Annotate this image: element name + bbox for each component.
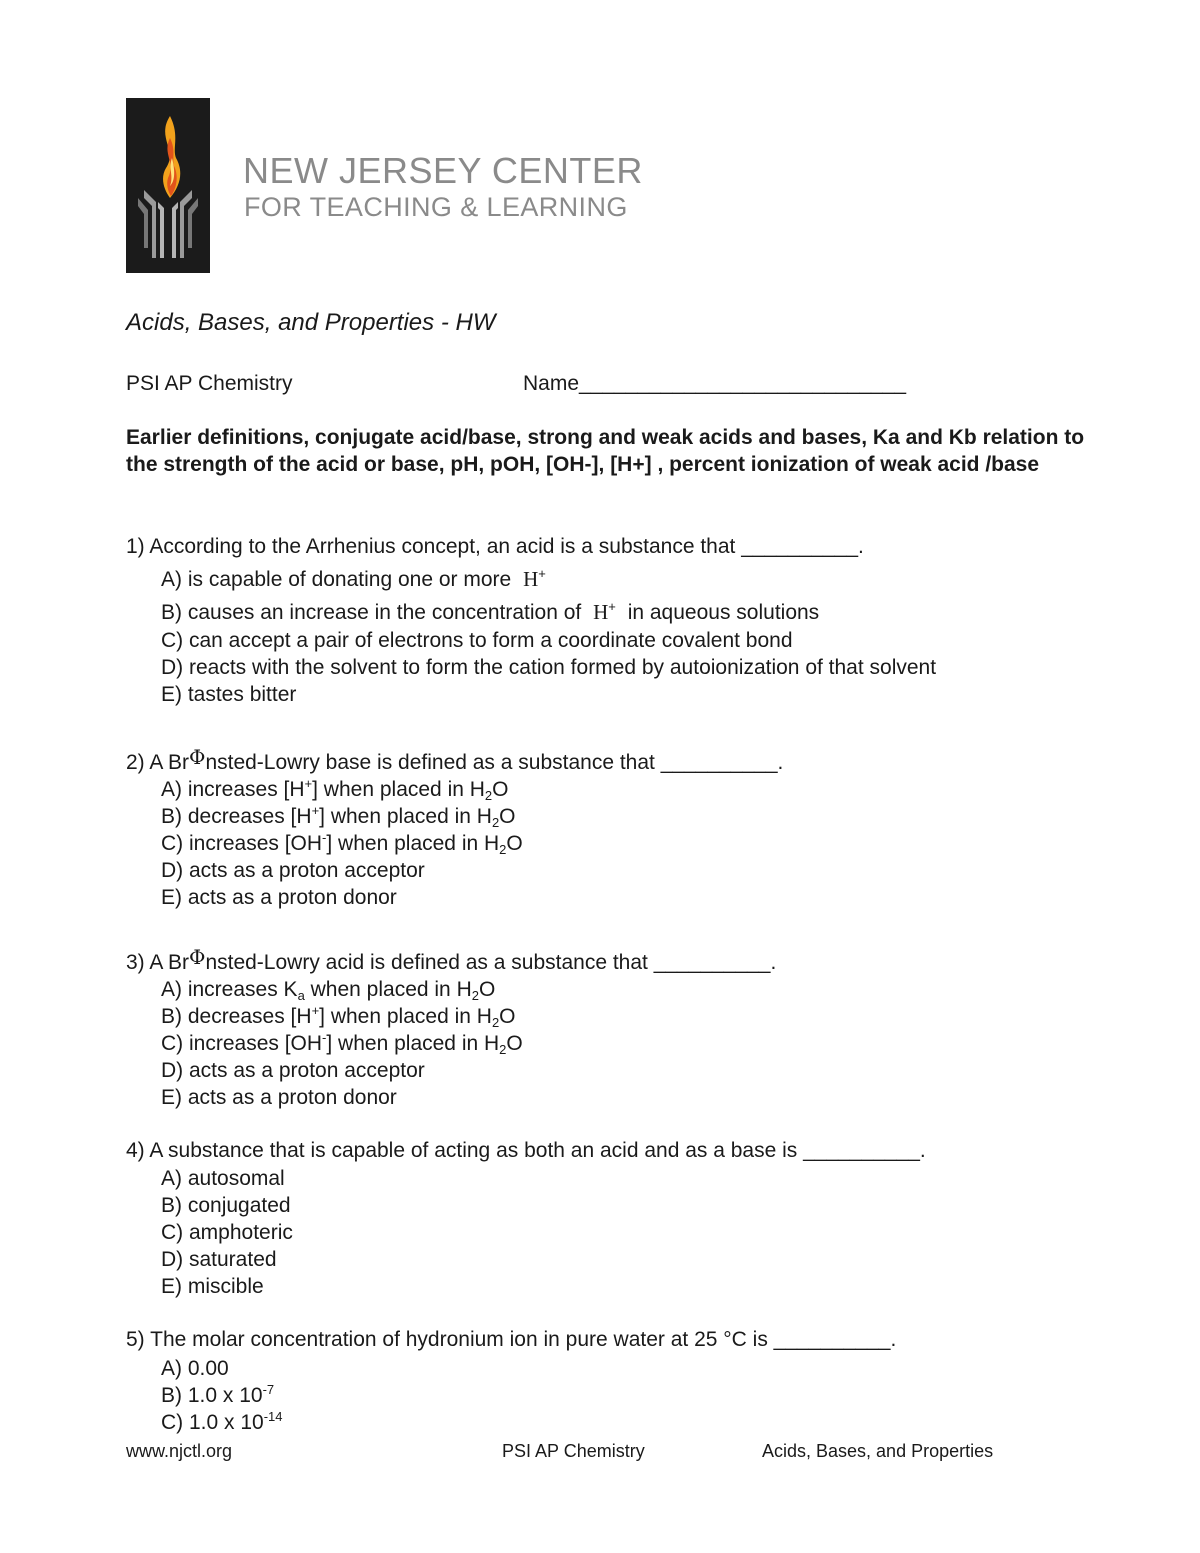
footer-title: Acids, Bases, and Properties <box>762 1441 994 1461</box>
question-5-choices <box>161 1355 283 1436</box>
question-1-choices <box>161 566 936 708</box>
org-name-line1: NEW JERSEY CENTER <box>243 150 643 191</box>
choice-text: in aqueous solutions <box>627 601 820 624</box>
footer-website: www.njctl.org <box>126 1441 233 1461</box>
choice-4e: E) miscible <box>161 1275 264 1298</box>
choice-text: ] when placed in H <box>319 1005 492 1028</box>
choice-text: B) 1.0 x 10 <box>161 1384 263 1407</box>
name-field: Name____________________________ <box>523 372 907 395</box>
course-name: PSI AP Chemistry <box>126 372 293 395</box>
h-symbol: H <box>593 600 609 624</box>
choice-2b <box>161 803 523 830</box>
choice-2e: E) acts as a proton donor <box>161 886 397 909</box>
document-title: Acids, Bases, and Properties - HW <box>126 309 496 336</box>
subscript: 2 <box>491 1015 500 1030</box>
phi-symbol: Φ <box>189 945 206 969</box>
choice-text: C) increases [OH <box>161 832 323 855</box>
subscript: 2 <box>499 842 507 857</box>
choice-text: O <box>499 1005 516 1028</box>
choice-2c <box>161 830 523 857</box>
choice-2a <box>161 776 523 803</box>
question-2-stem <box>126 745 784 775</box>
superscript: + <box>304 776 313 791</box>
choice-4c: C) amphoteric <box>161 1221 293 1244</box>
choice-4a: A) autosomal <box>161 1167 285 1190</box>
stem-text: 2) A Br <box>126 751 190 774</box>
question-5-stem: 5) The molar concentration of hydronium ion in pure water at 25 °C is __________. <box>126 1328 897 1351</box>
question-4-stem: 4) A substance that is capable of acting as both an acid and as a base is __________. <box>126 1139 926 1162</box>
choice-1c: C) can accept a pair of electrons to form a coordinate covalent bond <box>161 629 793 652</box>
superscript: -14 <box>263 1409 283 1424</box>
question-3-choices <box>161 976 523 1111</box>
question-4-choices <box>161 1165 293 1300</box>
choice-text: B) decreases [H <box>161 805 312 828</box>
choice-text: C) 1.0 x 10 <box>161 1411 264 1434</box>
choice-text: ] when placed in H <box>326 832 500 855</box>
choice-3c <box>161 1030 523 1057</box>
subscript: a <box>297 988 305 1003</box>
choice-3b <box>161 1003 523 1030</box>
choice-text: B) decreases [H <box>161 1005 312 1028</box>
choice-text: A) is capable of donating one or more <box>161 568 512 591</box>
choice-1e: E) tastes bitter <box>161 683 297 706</box>
superscript: + <box>311 803 320 818</box>
h-symbol: H <box>523 567 539 591</box>
stem-text: nsted-Lowry acid is defined as a substance that __________. <box>205 951 777 974</box>
choice-3d: D) acts as a proton acceptor <box>161 1059 425 1082</box>
superscript: -7 <box>262 1382 275 1397</box>
choice-5a: A) 0.00 <box>161 1357 229 1380</box>
choice-text: O <box>499 805 516 828</box>
choice-2d: D) acts as a proton acceptor <box>161 859 425 882</box>
superscript: - <box>322 1030 327 1045</box>
superscript: + <box>311 1003 320 1018</box>
choice-text: ] when placed in H <box>319 805 492 828</box>
choice-text: when placed in H <box>304 978 472 1001</box>
question-2-choices <box>161 776 523 911</box>
stem-text: 3) A Br <box>126 951 190 974</box>
choice-text: A) increases K <box>161 978 298 1001</box>
phi-symbol: Φ <box>189 745 206 769</box>
choice-5c <box>161 1409 283 1436</box>
org-name-line2: FOR TEACHING & LEARNING <box>244 192 628 222</box>
choice-text: O <box>506 832 523 855</box>
choice-3a <box>161 976 523 1003</box>
choice-text: A) increases [H <box>161 778 305 801</box>
choice-1d: D) reacts with the solvent to form the cation formed by autoionization of that solvent <box>161 656 937 679</box>
choice-1a <box>161 566 936 599</box>
choice-text: ] when placed in H <box>326 1032 500 1055</box>
choice-text: O <box>478 978 496 1001</box>
question-3-stem <box>126 945 777 975</box>
choice-text: ] when placed in H <box>312 778 485 801</box>
choice-text: O <box>506 1032 523 1055</box>
superscript: + <box>608 599 616 614</box>
superscript: - <box>322 830 327 845</box>
choice-4d: D) saturated <box>161 1248 277 1271</box>
choice-text: B) causes an increase in the concentration of <box>161 601 582 624</box>
superscript: + <box>538 566 546 581</box>
choice-text: C) increases [OH <box>161 1032 323 1055</box>
subscript: 2 <box>484 788 493 803</box>
choice-1b <box>161 599 936 627</box>
torch-logo-icon <box>126 98 210 273</box>
choice-text: O <box>492 778 509 801</box>
choice-5b <box>161 1382 283 1409</box>
topics-heading: Earlier definitions, conjugate acid/base, strong and weak acids and bases, Ka and Kb relation to the strength of the acid or base, pH, pOH, [OH-], [H+] , percent ionization of weak acid /base <box>126 426 1085 476</box>
subscript: 2 <box>491 815 500 830</box>
footer-course: PSI AP Chemistry <box>502 1441 645 1461</box>
choice-3e: E) acts as a proton donor <box>161 1086 397 1109</box>
subscript: 2 <box>471 988 479 1003</box>
question-1-stem: 1) According to the Arrhenius concept, an acid is a substance that __________. <box>126 535 864 558</box>
subscript: 2 <box>499 1042 507 1057</box>
choice-4b: B) conjugated <box>161 1194 291 1217</box>
stem-text: nsted-Lowry base is defined as a substance that __________. <box>205 751 784 774</box>
